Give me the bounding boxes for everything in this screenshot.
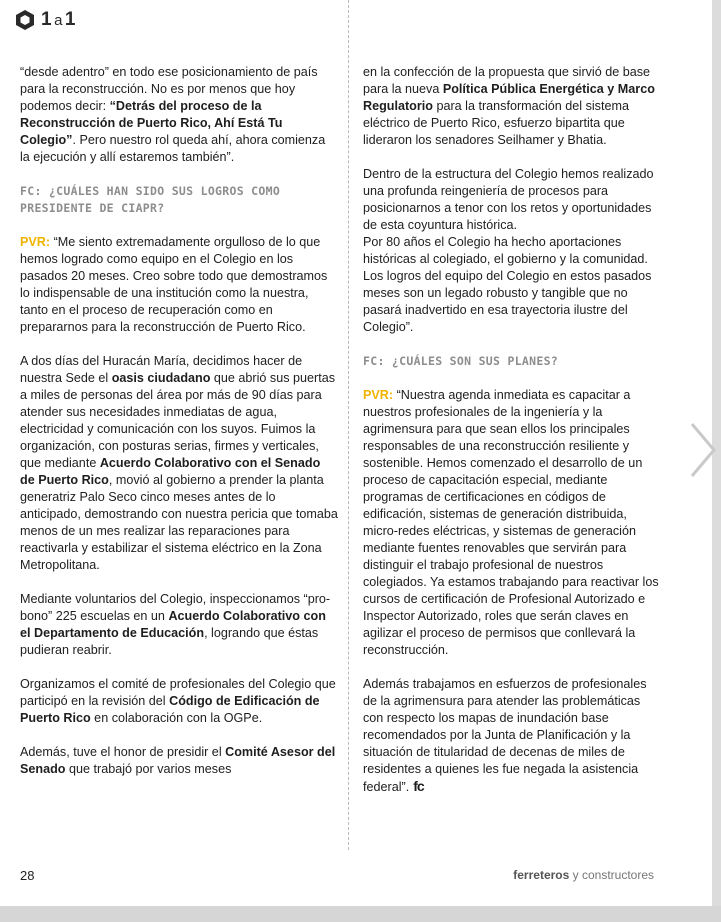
brand-number-1: 1 (41, 9, 53, 30)
brand-number-2: 1 (64, 9, 76, 30)
paragraph: Además trabajamos en esfuerzos de profesionales de la agrimensura para atender las problemáticas con respecto los mapas de inundación base recomendados por la Junta de Planificación y la situación de titularidad de decenas de miles de residentes a quienes les fue negada la asistencia federal”. fc (363, 677, 647, 794)
interview-question: FC: ¿CUÁLES SON SUS PLANES? (363, 354, 559, 368)
page-bottom-edge (0, 906, 721, 922)
page-number: 28 (20, 868, 35, 883)
speaker-label: PVR: (20, 235, 51, 249)
paragraph: Mediante voluntarios del Colegio, inspeccionamos “pro-bono” 225 escuelas en un Acuerdo Colaborativo con el Departamento de Educación, logrando que éstas pudieran reabrir. (20, 592, 331, 657)
chevron-right-icon[interactable] (688, 420, 718, 480)
section-brand (41, 9, 76, 31)
paragraph: en la confección de la propuesta que sirvió de base para la nueva Política Pública Energética y Marco Regulatorio para la transformación del sistema eléctrico de Puerto Rico, esfuerzo bipartita que lideraron los senadores Seilhamer y Bhatia. (363, 65, 655, 147)
left-column (20, 64, 338, 778)
paragraph: Por 80 años el Colegio ha hecho aportaciones históricas al colegiado, el gobierno y la comunidad. Los logros del equipo del Colegio en estos pasados meses son un legado robusto y tangible que no pasará inadvertido en esa trayectoria ilustre del Colegio”. (363, 235, 652, 334)
brand-letter-a: a (54, 12, 63, 29)
paragraph: “desde adentro” en todo ese posicionamiento de país para la reconstrucción. No es por menos que hoy podemos decir: “Detrás del proceso de la Reconstrucción de Puerto Rico, Ahí Está Tu Colegio”. Pero nuestro rol queda ahí, ahora comienza la ejecución y allí estaremos también”. (20, 65, 326, 164)
paragraph: Dentro de la estructura del Colegio hemos realizado una profunda reingeniería de procesos para posicionarnos a tenor con los retos y oportunidades de esta coyuntura histórica. (363, 167, 654, 232)
emphasis-quote: “Detrás del proceso de la Reconstrucción de Puerto Rico, Ahí Está Tu Colegio” (20, 99, 283, 147)
magazine-name: ferreteros y constructores (513, 868, 654, 882)
interview-question: FC: ¿CUÁLES HAN SIDO SUS LOGROS COMO PRESIDENTE DE CIAPR? (20, 184, 281, 215)
paragraph: Organizamos el comité de profesionales del Colegio que participó en la revisión del Código de Edificación de Puerto Rico en colaboración con la OGPe. (20, 677, 336, 725)
hexagon-logo-icon (14, 9, 36, 31)
paragraph: PVR: “Me siento extremadamente orgulloso de lo que hemos logrado como equipo en el Colegio en los pasados 20 meses. Creo sobre todo que demostramos lo indispensable de una institución como la nuestra, tanto en el proceso de recuperación como en prepararnos para la reconstrucción de Puerto Rico. (20, 235, 328, 334)
speaker-label: PVR: (363, 388, 394, 402)
page-header (14, 9, 76, 31)
right-column (363, 64, 663, 796)
paragraph: Además, tuve el honor de presidir el Comité Asesor del Senado que trabajó por varios meses (20, 745, 336, 776)
paragraph: A dos días del Huracán María, decidimos hacer de nuestra Sede el oasis ciudadano que abrió sus puertas a miles de personas del área por más de 90 días para atender sus necesidades inmediatas de agua, electricidad y comunicación con los suyos. Fuimos la organización, con posturas serias, firmes y verticales, que mediante Acuerdo Colaborativo con el Senado de Puerto Rico, movió al gobierno a prender la planta generatriz Palo Seco cinco meses antes de lo anticipado, demostrando con nuestra pericia que tomaba menos de un mes realizar las reparaciones para reactivarla y estabilizar el sistema eléctrico en la Zona Metropolitana. (20, 354, 338, 572)
fc-end-mark: fc (413, 778, 424, 794)
column-divider (348, 0, 349, 850)
paragraph: PVR: “Nuestra agenda inmediata es capacitar a nuestros profesionales de la ingeniería y la agrimensura para que sean ellos los principales responsables de una reconstrucción resiliente y sostenible. Hemos comenzado el desarrollo de un proceso de capacitación especial, mediante programas de certificaciones en códigos de edificación, sistemas de generación distribuida, micro-redes eléctricas, y sistemas de generación mediante fuentes renovables que servirán para distinguir el trabajo profesional de nuestros colegiados. Ya estamos trabajando para reactivar los cursos de certificación de Profesional Autorizado e Inspector Autorizado, roles que serán claves en agilizar el proceso de permisos que conllevará la reconstrucción. (363, 388, 659, 657)
